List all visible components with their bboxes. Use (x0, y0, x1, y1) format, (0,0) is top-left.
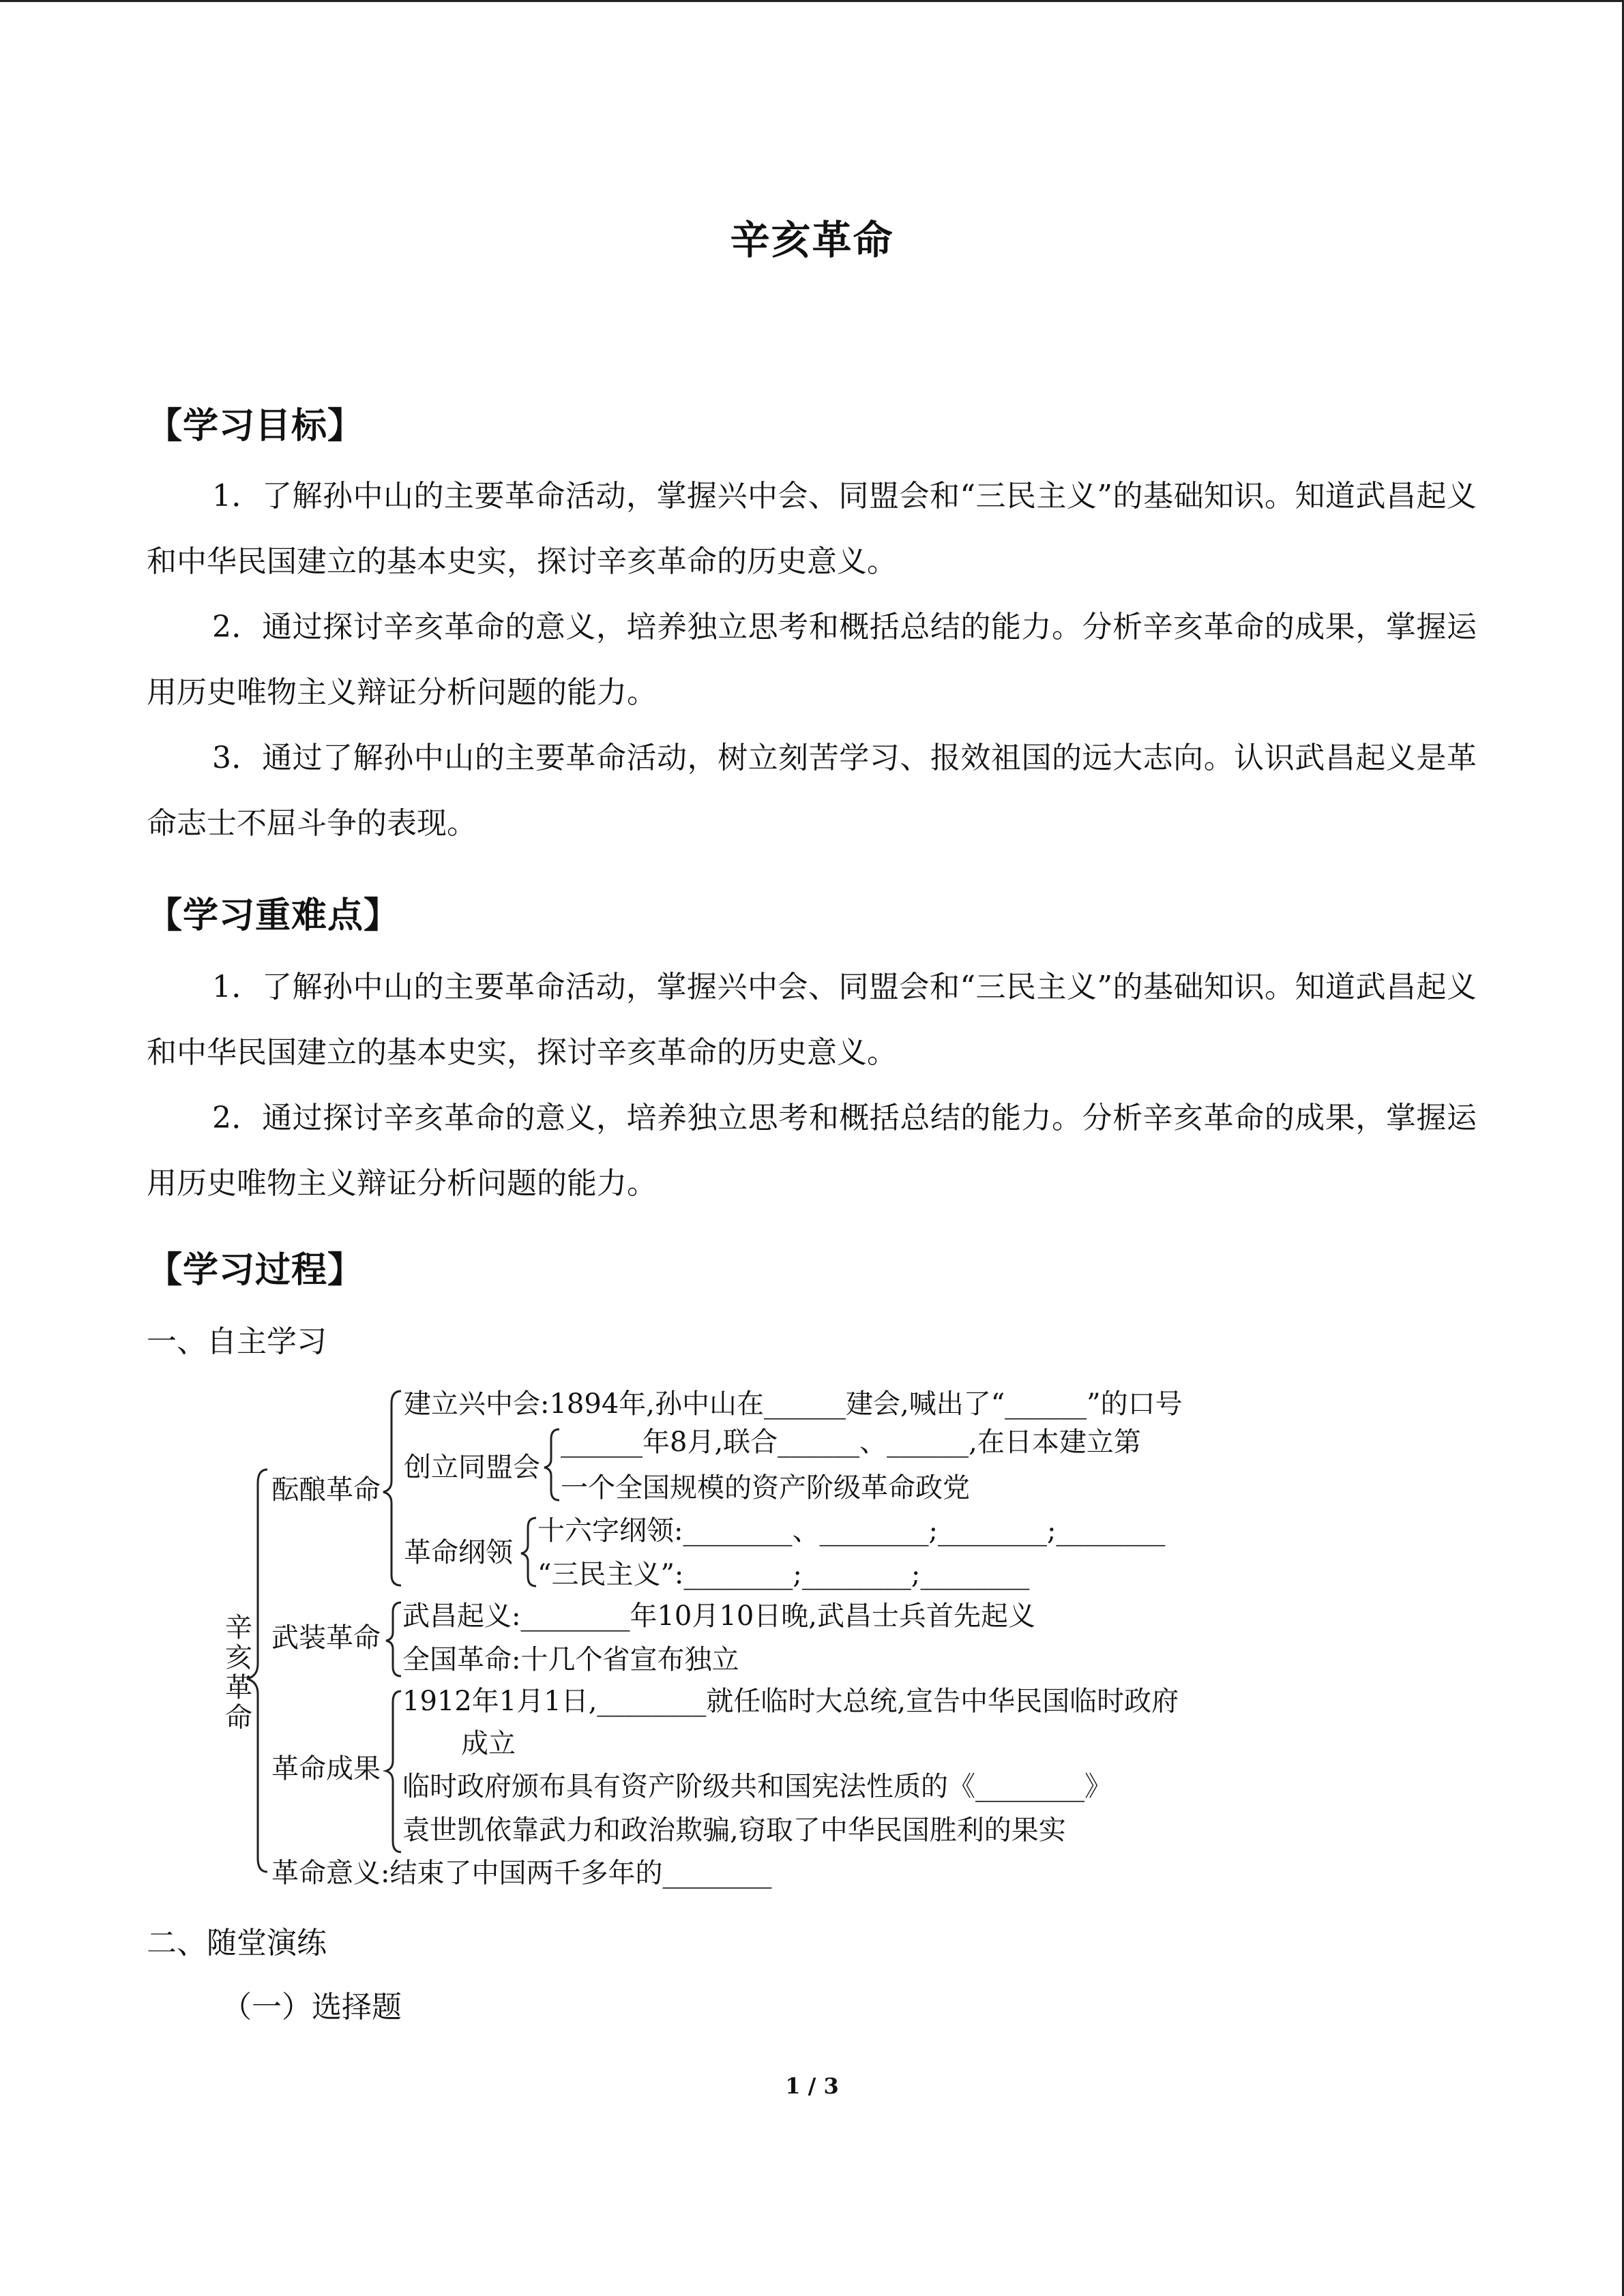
key-point-item-1: 1．了解孙中山的主要革命活动，掌握兴中会、同盟会和“三民主义”的基础知识。知道武昌起义和中华民国建立的基本史实，探讨辛亥革命的历史意义。 (147, 970, 1477, 1070)
armed-national: 全国革命:十几个省宣布独立 (402, 1644, 739, 1675)
outline-root-char: 辛 (225, 1612, 252, 1643)
key-point-item-2: 2．通过探讨辛亥革命的意义，培养独立思考和概括总结的能力。分析辛亥革命的成果，掌握运用历史唯物主义辩证分析问题的能力。 (147, 1101, 1477, 1201)
results-line1: 1912年1月1日,________就任临时大总统,宣告中华民国临时政府 (402, 1686, 1179, 1717)
goal-item-2: 2．通过探讨辛亥革命的意义，培养独立思考和概括总结的能力。分析辛亥革命的成果，掌握运用历史唯物主义辩证分析问题的能力。 (147, 610, 1477, 710)
brewing-xingzhonghui: 建立兴中会:1894年,孙中山在______建会,喊出了“______”的口号 (404, 1388, 1183, 1420)
branch-brewing-label: 酝酿革命 (271, 1474, 381, 1506)
outline-root-char: 命 (225, 1702, 252, 1733)
results-line2: 临时政府颁布具有资产阶级共和国宪法性质的《________》 (402, 1771, 1112, 1802)
outline-root-char: 亥 (225, 1642, 252, 1673)
process-heading: 【学习过程】 (147, 1250, 364, 1291)
tongmenghui-line2: 一个全国规模的资产阶级革命政党 (561, 1472, 970, 1504)
results-line3: 袁世凯依靠武力和政治欺骗,窃取了中华民国胜利的果实 (402, 1815, 1066, 1846)
program-line1: 十六字纲领:________、________;________;________ (537, 1515, 1166, 1547)
goals-heading: 【学习目标】 (147, 406, 364, 447)
results-line1-cont: 成立 (461, 1728, 516, 1759)
program-line2: “三民主义”:________;________;________ (537, 1559, 1030, 1590)
tongmenghui-line1: ______年8月,联合______、______,在日本建立第 (561, 1427, 1141, 1458)
armed-wuchang: 武昌起义:________年10月10日晚,武昌士兵首先起义 (402, 1600, 1035, 1632)
practice-heading: 二、随堂演练 (147, 1926, 327, 1960)
multiple-choice-heading: （一）选择题 (222, 1990, 402, 2025)
key-points-heading: 【学习重难点】 (147, 895, 400, 936)
branch-armed-label: 武装革命 (271, 1622, 381, 1654)
brewing-program-label: 革命纲领 (404, 1537, 513, 1568)
branch-meaning-label: 革命意义:结束了中国两千多年的________ (271, 1858, 772, 1889)
brewing-tongmenghui-label: 创立同盟会 (404, 1452, 540, 1483)
goal-item-1: 1．了解孙中山的主要革命活动，掌握兴中会、同盟会和“三民主义”的基础知识。知道武昌起义和中华民国建立的基本史实，探讨辛亥革命的历史意义。 (147, 479, 1477, 579)
branch-results-label: 革命成果 (271, 1753, 381, 1785)
page-title: 辛亥革命 (730, 217, 894, 263)
page-number: 1 / 3 (785, 2073, 839, 2099)
goal-item-3: 3．通过了解孙中山的主要革命活动，树立刻苦学习、报效祖国的远大志向。认识武昌起义是革命志士不屈斗争的表现。 (147, 741, 1477, 841)
outline-root-char: 革 (225, 1672, 252, 1703)
self-study-heading: 一、自主学习 (147, 1324, 327, 1359)
